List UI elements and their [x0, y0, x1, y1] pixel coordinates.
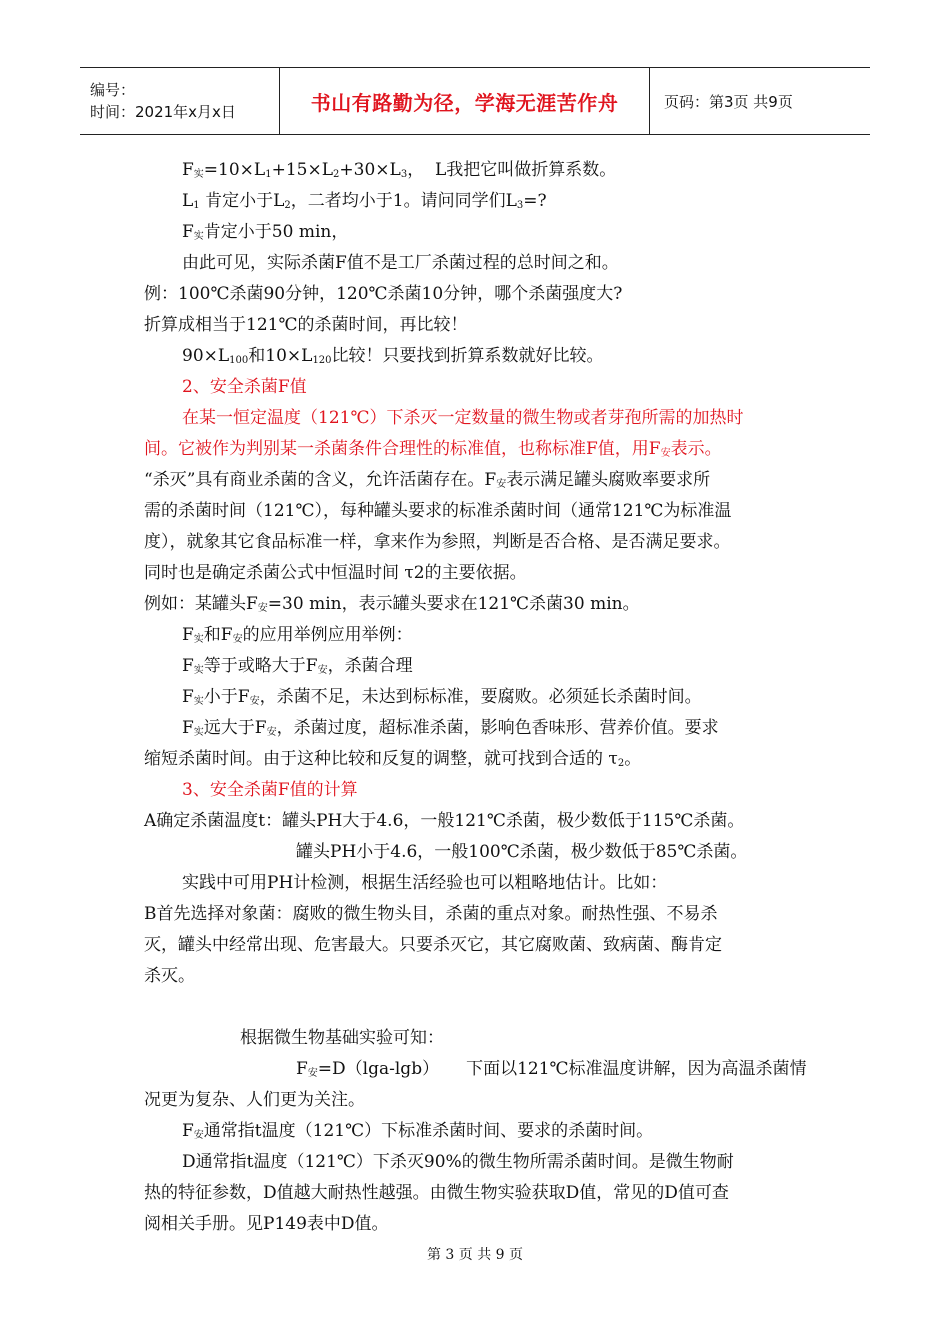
- text-line: 罐头PH小于4.6，一般100℃杀菌，极少数低于85℃杀菌。: [296, 842, 748, 862]
- doc-number-label: 编号：: [90, 81, 136, 99]
- text-line: $F_实$肯定小于50 min，: [182, 222, 349, 242]
- text-line: 间。它被作为判别某一杀菌条件合理性的标准值，也称标准F值，用$F_安$表示。: [144, 439, 722, 459]
- text-line: 3、安全杀菌F值的计算: [182, 780, 358, 800]
- text-line: 度），就象其它食品标准一样，拿来作为参照，判断是否合格、是否满足要求。: [144, 532, 731, 552]
- text-line: $L_1$ 肯定小于$L_2$，二者均小于1。请问同学们$L_3=$?: [182, 191, 547, 211]
- text-line: $F_实$和$F_安$的应用举例应用举例：: [182, 625, 413, 645]
- header-page-label: 页码：第3页 共9页: [664, 92, 793, 111]
- document-body: [144, 155, 814, 1240]
- header-motto: 书山有路勤为径，学海无涯苦作舟: [310, 90, 619, 115]
- text-line: 例：100℃杀菌90分钟，120℃杀菌10分钟，哪个杀菌强度大?: [144, 284, 623, 304]
- page-footer: 第 3 页 共 9 页: [426, 1247, 524, 1263]
- text-line: B首先选择对象菌：腐败的微生物头目，杀菌的重点对象。耐热性强、不易杀: [144, 904, 718, 924]
- text-line: $F_实=10\times L_1+15\times L_2+30\times L_3$， L我把它叫做折算系数。: [182, 160, 617, 180]
- text-line: 同时也是确定杀菌公式中恒温时间 τ2的主要依据。: [144, 563, 527, 583]
- text-line: 需的杀菌时间（121℃），每种罐头要求的标准杀菌时间（通常121℃为标准温: [144, 501, 732, 521]
- text-line: $F_实$等于或略大于$F_安$，杀菌合理: [182, 656, 413, 676]
- text-line: 杀灭。: [144, 966, 195, 986]
- text-line: 况更为复杂、人们更为关注。: [144, 1090, 365, 1110]
- text-line: 例如：某罐头$F_安=30$ min，表示罐头要求在121℃杀菌30 min。: [144, 594, 640, 614]
- text-line: $F_安=D(\lg a-\lg b)$ 下面以121℃标准温度讲解，因为高温杀菌情: [296, 1059, 807, 1079]
- text-line: $F_实$小于$F_安$，杀菌不足，未达到标标准，要腐败。必须延长杀菌时间。: [182, 687, 702, 707]
- text-line: 由此可见，实际杀菌F值不是工厂杀菌过程的总时间之和。: [182, 253, 619, 273]
- text-line: $F_实$远大于$F_安$，杀菌过度，超标准杀菌，影响色香味形、营养价值。要求: [182, 718, 719, 738]
- text-line: 灭，罐头中经常出现、危害最大。只要杀灭它，其它腐败菌、致病菌、酶肯定: [144, 935, 722, 955]
- text-line: $90\times L_{100}$和$10\times L_{120}$比较！只要找到折算系数就好比较。: [182, 346, 604, 366]
- header-motto-cell: [280, 68, 650, 134]
- text-line: 2、安全杀菌F值: [182, 377, 307, 397]
- text-line: “杀灭”具有商业杀菌的含义，允许活菌存在。$F_安$表示满足罐头腐败率要求所: [144, 470, 711, 490]
- text-line: 阅相关手册。见P149表中D值。: [144, 1214, 389, 1234]
- doc-time-label: 时间：2021年x月x日: [90, 103, 236, 121]
- text-line: 缩短杀菌时间。由于这种比较和反复的调整，就可找到合适的 $\tau_2$。: [144, 749, 642, 769]
- text-line: 折算成相当于121℃的杀菌时间，再比较！: [144, 315, 468, 335]
- text-line: 根据微生物基础实验可知：: [240, 1028, 444, 1048]
- header-meta: [80, 68, 280, 134]
- page-header: [80, 67, 870, 135]
- text-line: A确定杀菌温度t：罐头PH大于4.6，一般121℃杀菌，极少数低于115℃杀菌。: [144, 811, 745, 831]
- text-line: [144, 992, 814, 1023]
- text-line: 热的特征参数，D值越大耐热性越强。由微生物实验获取D值，常见的D值可查: [144, 1183, 729, 1203]
- text-line: $F_安$通常指t温度（121℃）下标准杀菌时间、要求的杀菌时间。: [182, 1121, 654, 1141]
- text-line: 在某一恒定温度（121℃）下杀灭一定数量的微生物或者芽孢所需的加热时: [182, 408, 744, 428]
- text-line: D通常指t温度（121℃）下杀灭90%的微生物所需杀菌时间。是微生物耐: [182, 1152, 734, 1172]
- text-line: 实践中可用PH计检测，根据生活经验也可以粗略地估计。比如：: [182, 873, 668, 893]
- header-page-cell: [650, 68, 870, 134]
